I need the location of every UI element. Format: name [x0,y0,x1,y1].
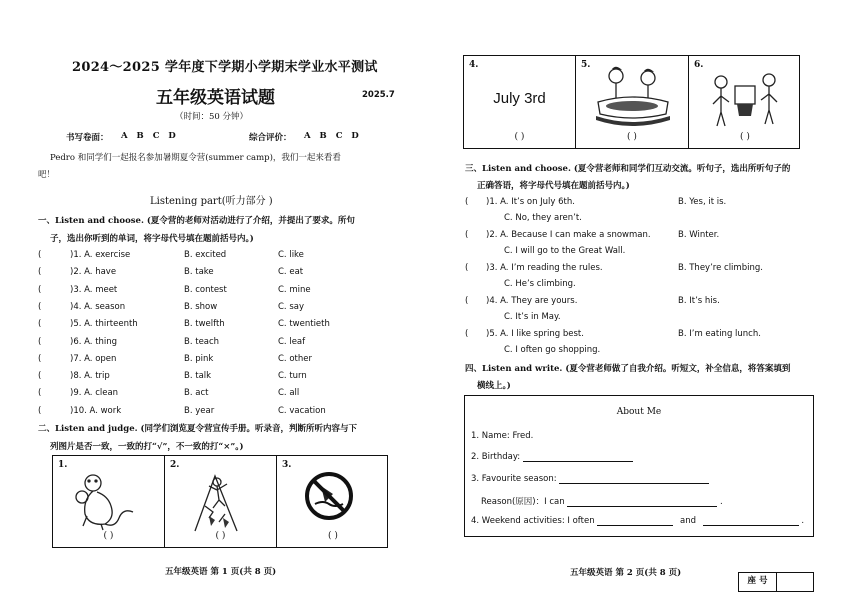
weekend-and: and [680,516,697,526]
question-9-option-c: C. all [278,388,300,399]
q3-4-option-a: )4. A. They are yours. [486,296,578,306]
question-8-option-a: )8. A. trip [70,371,110,382]
answer-blank-3[interactable]: ( ) [328,531,338,541]
overall-grades: A B C D [304,131,359,141]
question-3-option-a: )3. A. meet [70,284,118,295]
question-4-option-c: C. say [278,301,305,312]
date-text: July 3rd [493,90,546,107]
weekend-label: 4. Weekend activities: I often [471,516,595,526]
picture-number: 4. [469,60,479,70]
question-2-option-c: C. eat [278,267,304,278]
question-6-option-c: C. leaf [278,336,306,347]
question-10-option-a: )10. A. work [70,405,122,416]
question-9-option-b: B. act [184,388,209,399]
season-blank[interactable] [559,474,709,484]
picture-number: 1. [58,460,68,470]
q3-2-option-c: C. I will go to the Great Wall. [504,246,626,256]
q3-2-option-a: )2. A. Because I can make a snowman. [486,230,651,240]
picture-4-date [464,56,576,148]
question-4-option-b: B. show [184,301,218,312]
picture-1-monkey [53,456,165,547]
question-7-option-c: C. other [278,353,312,364]
question-1-option-b: B. excited [184,250,227,260]
answer-blank-5[interactable]: ( ) [627,132,637,142]
question-3-paren[interactable]: ( [38,284,42,295]
weekend-end: . [801,516,805,526]
question-10-paren[interactable]: ( [38,405,42,416]
page-2-footer: 五年级英语 第 2 页(共 8 页) [570,568,682,578]
picture-number: 6. [694,60,704,70]
birthday-blank[interactable] [523,452,633,462]
weekend-blank-2[interactable] [703,516,799,526]
q3-4-option-c: C. It’s in May. [504,312,561,322]
answer-blank-6[interactable]: ( ) [740,132,750,142]
question-6-paren[interactable]: ( [38,336,42,347]
question-4-option-a: )4. A. season [70,301,126,312]
q3-1-paren[interactable]: ( [465,197,469,207]
picture-number: 2. [170,460,180,470]
q3-2-option-b: B. Winter. [678,230,720,240]
reason-label: Reason(原因)：I can [481,497,565,507]
seat-number-field[interactable] [777,573,813,591]
section3-instruction-1: 三、Listen and choose. (夏令营老师和同学们互动交流。听句子，选出所听句子的 [465,164,791,174]
picture-number: 3. [282,460,292,470]
picture-5-eating [576,56,689,148]
question-10-option-b: B. year [184,405,215,416]
q3-3-option-c: C. He’s climbing. [504,279,576,289]
q3-5-option-b: B. I’m eating lunch. [678,329,761,339]
question-2-option-a: )2. A. have [70,267,117,278]
q3-5-option-a: )5. A. I like spring best. [486,329,584,339]
reason-blank[interactable] [567,497,717,507]
section3-instruction-2: 正确答语，将字母代号填在题前括号内。) [477,181,630,191]
question-3-option-c: C. mine [278,284,311,295]
question-2-option-b: B. take [184,267,214,278]
picture-number: 5. [581,60,591,70]
about-me-title: About Me [616,407,662,417]
q3-5-paren[interactable]: ( [465,329,469,339]
q3-3-option-a: )3. A. I’m reading the rules. [486,263,603,273]
subject-title: 五年级英语试题 [156,88,275,108]
name-line: 1. Name: Fred. [471,431,534,441]
q3-2-paren[interactable]: ( [465,230,469,240]
question-6-option-b: B. teach [184,336,220,347]
writing-grades: A B C D [121,131,176,141]
page-1-footer: 五年级英语 第 1 页(共 8 页) [165,567,277,577]
answer-blank-4[interactable]: ( ) [514,132,525,142]
seat-number-box [738,572,814,592]
q3-1-option-a: )1. A. It’s on July 6th. [486,197,575,207]
exam-title: 2024～2025 学年度下学期小学期末学业水平测试 [72,60,378,75]
question-10-option-c: C. vacation [278,405,326,416]
section2-instruction-2: 列图片是否一致，一致的打“√”，不一致的打“×”。) [50,442,244,452]
judge-pictures-1-3 [52,455,388,548]
q3-1-option-b: B. Yes, it is. [678,197,727,207]
picture-2-climbing [165,456,277,547]
exam-time: （时间：50 分钟） [175,112,249,122]
answer-blank-1[interactable]: ( ) [103,531,114,541]
question-9-option-a: )9. A. clean [70,388,119,399]
question-8-option-b: B. talk [184,371,212,382]
overall-label: 综合评价： [249,133,292,143]
question-1-option-c: C. like [278,250,304,260]
q3-4-paren[interactable]: ( [465,296,469,306]
picture-3-no-swimming [277,456,389,547]
question-2-paren[interactable]: ( [38,267,42,278]
weekend-blank-1[interactable] [597,516,673,526]
question-1-paren[interactable]: ( [38,250,42,260]
section1-instruction-2: 子，选出你听到的单词，将字母代号填在题前括号内。) [50,234,254,244]
q3-1-option-c: C. No, they aren’t. [504,213,582,223]
question-3-option-b: B. contest [184,284,227,295]
question-7-option-b: B. pink [184,353,214,364]
section2-instruction-1: 二、Listen and judge. (同学们浏览夏令营宣传手册。听录音，判断所听内容与下 [38,424,358,434]
birthday-label: 2. Birthday: [471,452,521,462]
picture-6-shopping [689,56,801,148]
section4-instruction-2: 横线上。) [477,381,511,391]
q3-3-option-b: B. They’re climbing. [678,263,763,273]
question-5-option-a: )5. A. thirteenth [70,319,138,330]
intro-line-1: Pedro 和同学们一起报名参加暑期夏令营(summer camp)，我们一起来看看 [50,153,341,163]
judge-pictures-4-6 [463,55,800,149]
reason-end: . [720,497,723,507]
seat-label: 座 号 [739,573,777,591]
q3-4-option-b: B. It’s his. [678,296,720,306]
question-4-paren[interactable]: ( [38,301,42,312]
section4-instruction-1: 四、Listen and write. (夏令营老师做了自我介绍。听短文，补全信息，将答案填到 [465,364,791,374]
answer-blank-2[interactable]: ( ) [215,531,226,541]
q3-3-paren[interactable]: ( [465,263,469,273]
writing-label: 书写卷面： [66,133,109,143]
question-5-option-c: C. twentieth [278,319,330,330]
question-1-option-a: )1. A. exercise [70,250,131,260]
question-7-paren[interactable]: ( [38,353,42,364]
question-9-paren[interactable]: ( [38,388,42,399]
about-me-box [464,395,814,537]
q3-5-option-c: C. I often go shopping. [504,345,601,355]
intro-line-2: 吧！ [38,170,56,180]
listening-heading: Listening part(听力部分 ) [150,196,273,207]
date-stamp: 2025.7 [362,90,395,100]
question-5-paren[interactable]: ( [38,319,42,330]
question-8-paren[interactable]: ( [38,371,42,382]
section1-instruction-1: 一、Listen and choose. (夏令营的老师对活动进行了介绍，并提出了要求。所句 [38,216,355,226]
question-5-option-b: B. twelfth [184,319,225,330]
question-6-option-a: )6. A. thing [70,336,118,347]
question-8-option-c: C. turn [278,371,307,382]
page-right [430,0,860,608]
question-7-option-a: )7. A. open [70,353,117,364]
season-label: 3. Favourite season: [471,474,557,484]
